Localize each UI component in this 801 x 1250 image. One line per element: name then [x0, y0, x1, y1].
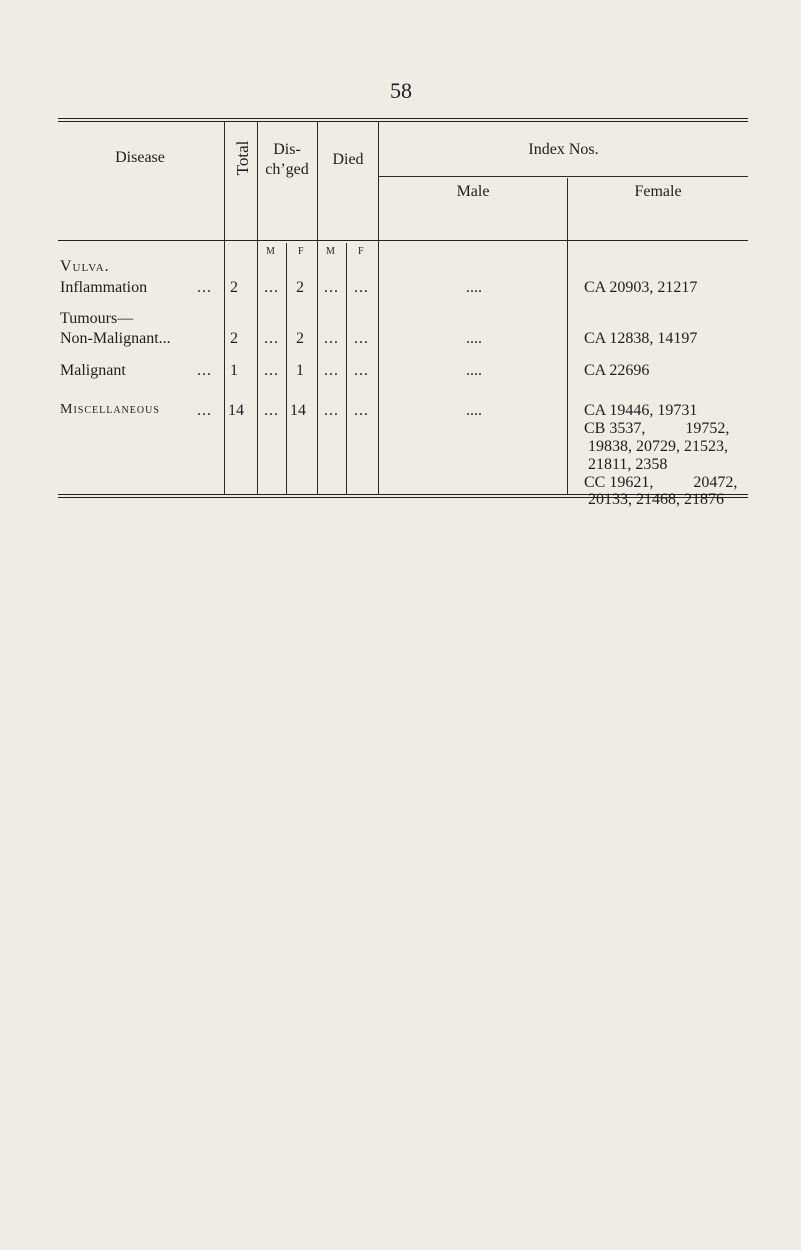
- total-value: 2: [230, 330, 238, 347]
- row-label: Miscellaneous: [60, 402, 160, 417]
- male-header: Male: [456, 183, 490, 200]
- row-label: Malignant: [60, 362, 126, 379]
- died-male-value: ...: [324, 279, 339, 296]
- disease-header: Disease: [115, 149, 165, 166]
- discharged-female-value: 14: [290, 402, 306, 419]
- female-index-line: CA 19446, 19731: [584, 402, 698, 419]
- index-nos-header: Index Nos.: [528, 141, 599, 158]
- female-index-line: 21811, 2358: [588, 456, 668, 473]
- section-vulva: Vulva.: [60, 258, 110, 275]
- female-index-line: 20133, 21468, 21876: [588, 491, 724, 508]
- male-index-value: ....: [466, 362, 482, 379]
- died-female-value: ...: [354, 279, 369, 296]
- row-leader: ...: [197, 402, 212, 419]
- died-male-value: ...: [324, 362, 339, 379]
- discharged-male-value: ...: [264, 402, 279, 419]
- female-header: Female: [634, 183, 682, 200]
- row-label: Non-Malignant...: [60, 330, 171, 347]
- top-rule-inner: [58, 121, 748, 122]
- discharged-male-value: ...: [264, 362, 279, 379]
- died-female-value: ...: [354, 402, 369, 419]
- female-index-line: 19838, 20729, 21523,: [588, 438, 728, 455]
- discharged-female-value: 2: [296, 279, 304, 296]
- died-male-value: ...: [324, 402, 339, 419]
- female-index-line: CC 19621, 20472,: [584, 474, 738, 491]
- died-female-value: ...: [354, 362, 369, 379]
- sub-header-m: M: [266, 246, 276, 257]
- female-index-line: CA 22696: [584, 362, 650, 379]
- died-female-value: ...: [354, 330, 369, 347]
- sub-header-m: M: [326, 246, 336, 257]
- page-number: 58: [390, 78, 412, 103]
- header-bottom-rule: [58, 240, 748, 241]
- top-rule: [58, 118, 748, 119]
- row-leader: ...: [197, 362, 212, 379]
- index-split-rule: [379, 176, 748, 177]
- subcolumn-divider: [286, 243, 287, 494]
- female-index-line: CA 20903, 21217: [584, 279, 698, 296]
- row-label: Inflammation: [60, 279, 148, 296]
- male-index-value: ....: [466, 330, 482, 347]
- female-index-line: CB 3537, 19752,: [584, 420, 730, 437]
- column-divider: [317, 122, 318, 494]
- sub-header-f: F: [358, 246, 365, 257]
- column-divider: [567, 178, 568, 494]
- male-index-value: ....: [466, 402, 482, 419]
- row-leader: ...: [197, 279, 212, 296]
- died-header: Died: [332, 151, 364, 168]
- section-tumours: Tumours—: [60, 310, 134, 327]
- died-male-value: ...: [324, 330, 339, 347]
- discharged-header-line2: ch’ged: [265, 161, 309, 178]
- column-divider: [378, 122, 379, 494]
- total-header: Total: [233, 140, 252, 176]
- total-value: 1: [230, 362, 238, 379]
- column-divider: [224, 122, 225, 494]
- discharged-header-line1: Dis-: [273, 141, 301, 158]
- discharged-female-value: 1: [296, 362, 304, 379]
- male-index-value: ....: [466, 279, 482, 296]
- discharged-male-value: ...: [264, 279, 279, 296]
- total-value: 14: [228, 402, 244, 419]
- female-index-line: CA 12838, 14197: [584, 330, 698, 347]
- subcolumn-divider: [346, 243, 347, 494]
- discharged-female-value: 2: [296, 330, 304, 347]
- total-value: 2: [230, 279, 238, 296]
- sub-header-f: F: [298, 246, 305, 257]
- discharged-male-value: ...: [264, 330, 279, 347]
